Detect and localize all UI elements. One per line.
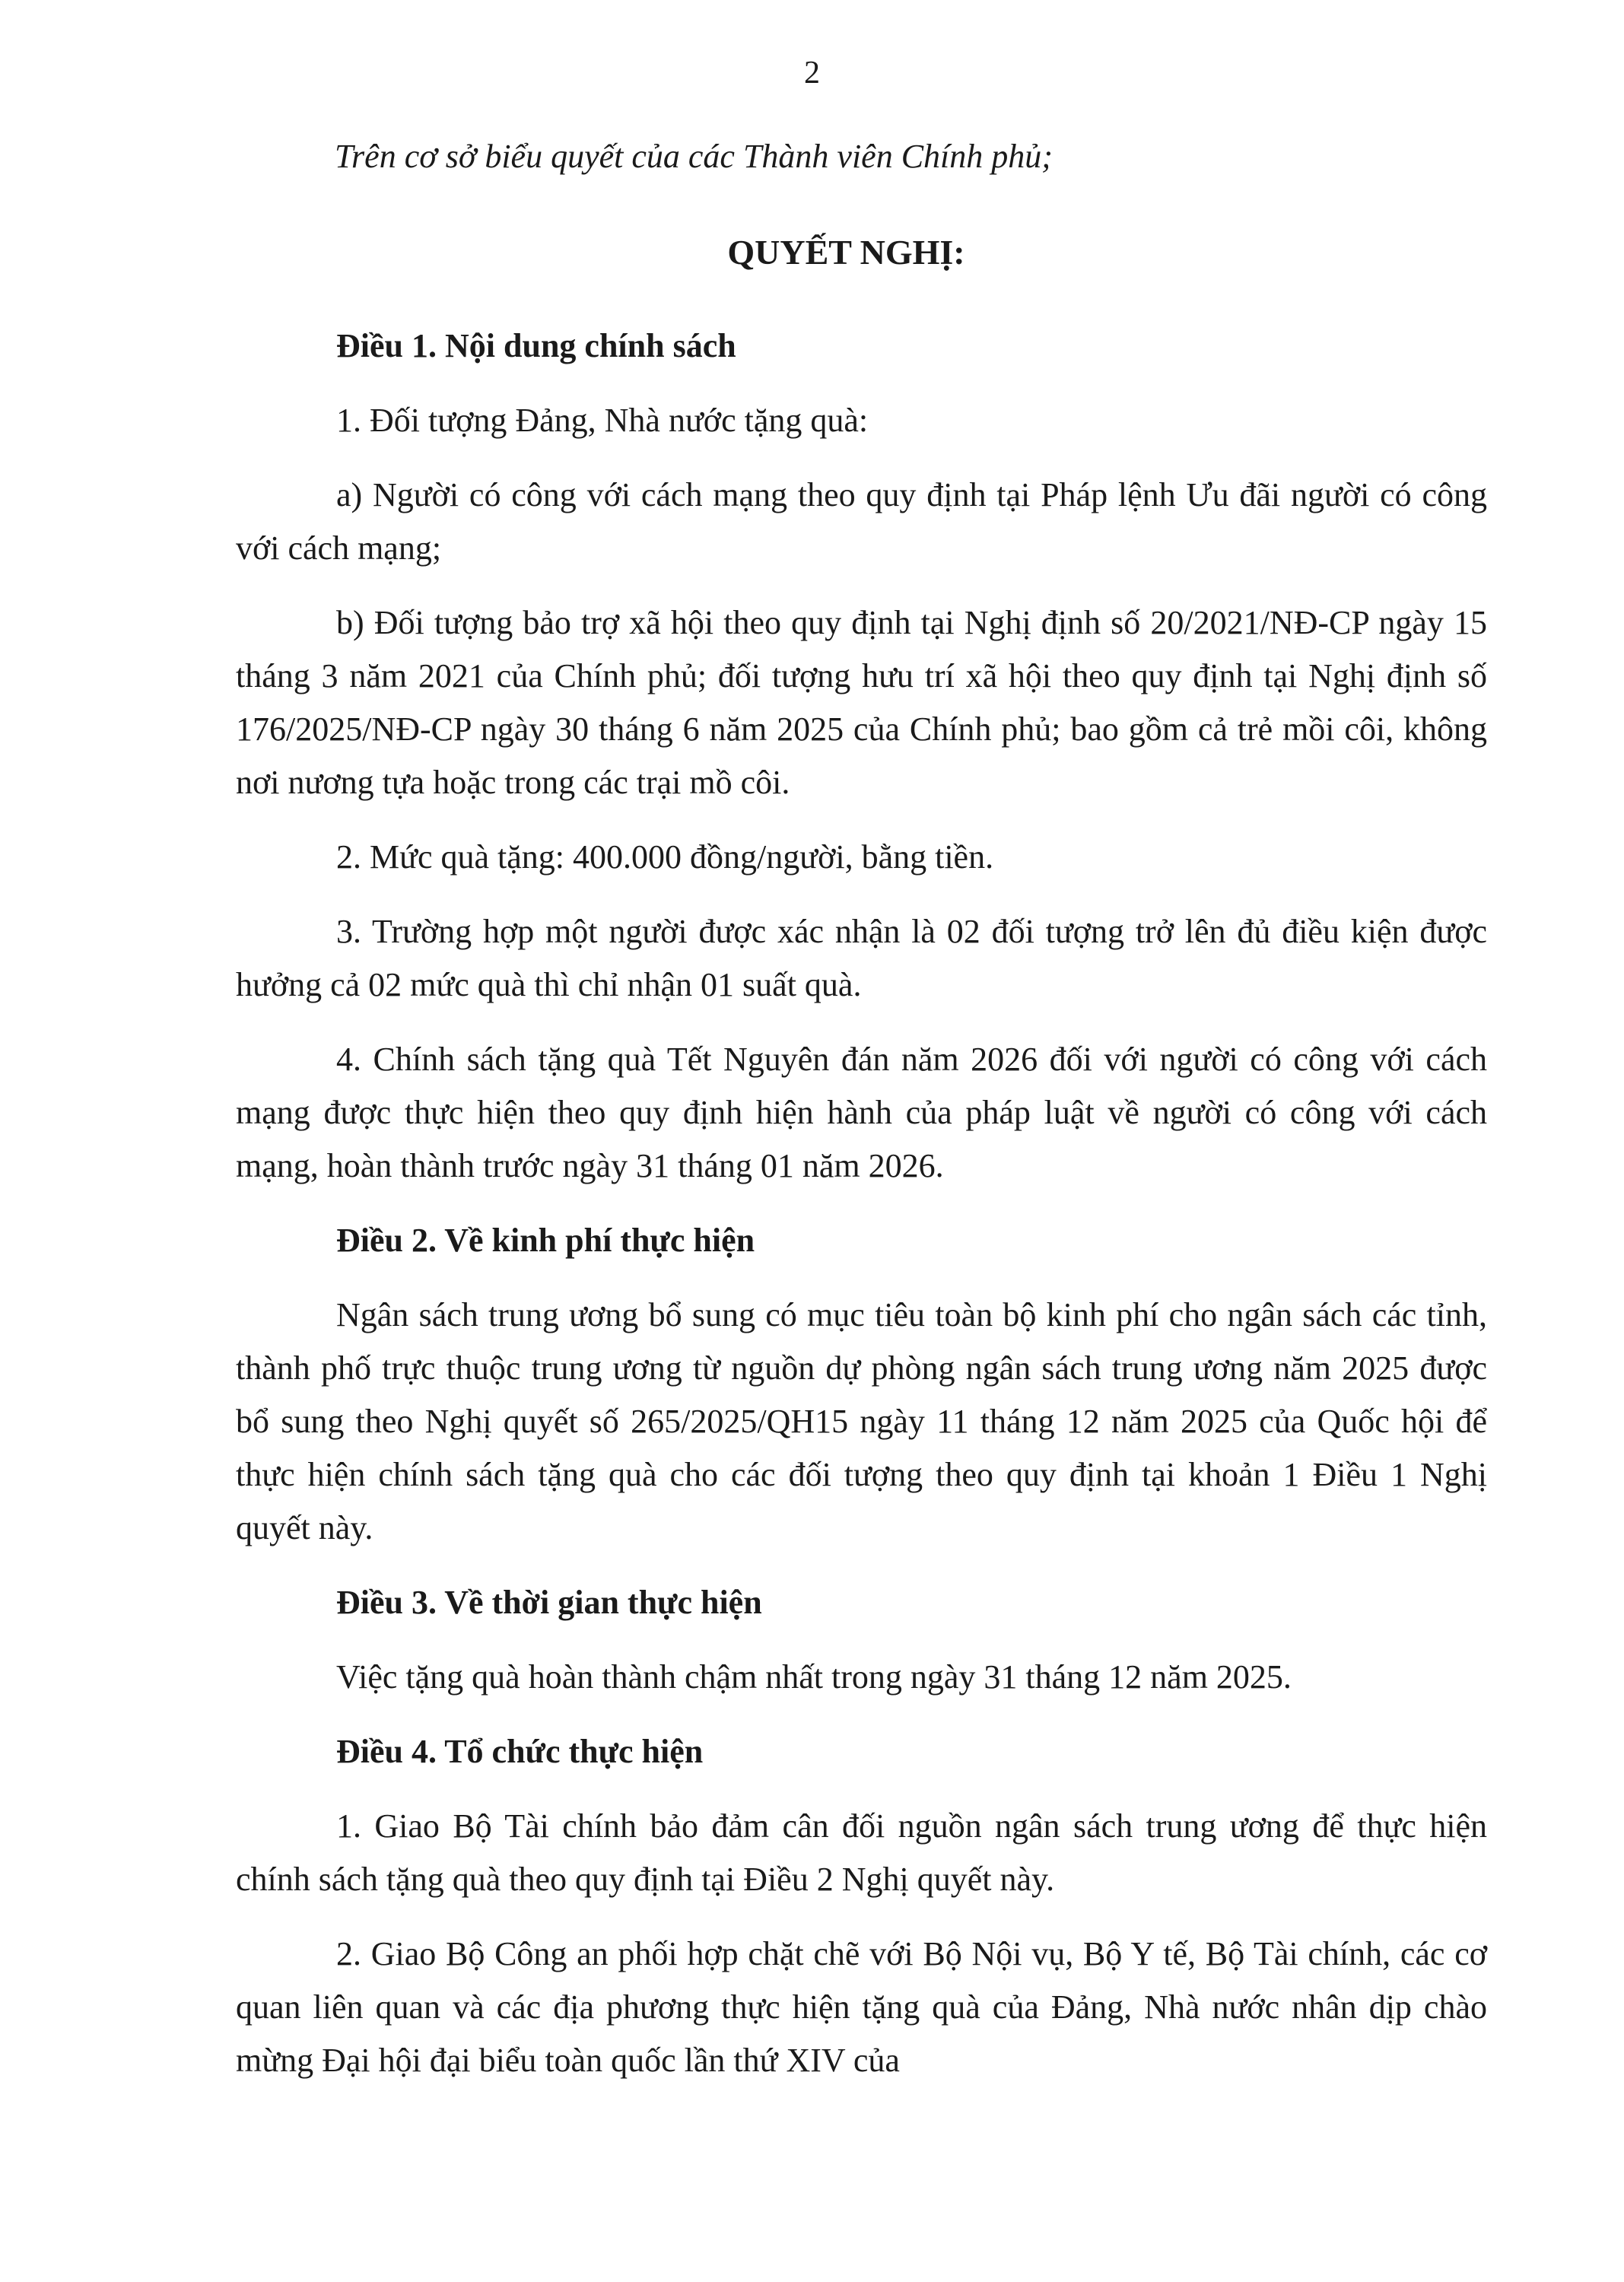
article-3-title: Điều 3. Về thời gian thực hiện [336, 1584, 762, 1621]
article-4-clause-2: 2. Giao Bộ Công an phối hợp chặt chẽ với Bộ Nội vụ, Bộ Y tế, Bộ Tài chính, các cơ quan liên quan và các địa phương thực hiện tặng quà của Đảng, Nhà nước nhân dịp chào mừng Đại hội đại biểu toàn quốc lần thứ XIV của [236, 1935, 1487, 2079]
intro-line: Trên cơ sở biểu quyết của các Thành viên Chính phủ; [335, 138, 1053, 175]
article-2-paragraph: Ngân sách trung ương bổ sung có mục tiêu toàn bộ kinh phí cho ngân sách các tỉnh, thành phố trực thuộc trung ương từ nguồn dự phòng ngân sách trung ương năm 2025 được bổ sung theo Nghị quyết số 265/2025/QH15 ngày 11 tháng 12 năm 2025 của Quốc hội để thực hiện chính sách tặng quà cho các đối tượng theo quy định tại khoản 1 Điều 1 Nghị quyết này. [236, 1296, 1487, 1546]
article-4-title: Điều 4. Tổ chức thực hiện [336, 1733, 704, 1770]
resolve-heading: QUYẾT NGHỊ: [727, 233, 965, 272]
article-4-clause-1: 1. Giao Bộ Tài chính bảo đảm cân đối nguồn ngân sách trung ương để thực hiện chính sách tặng quà theo quy định tại Điều 2 Nghị quyết này. [236, 1807, 1487, 1898]
article-1-clause-3: 3. Trường hợp một người được xác nhận là 02 đối tượng trở lên đủ điều kiện được hưởng cả 02 mức quà thì chỉ nhận 01 suất quà. [236, 913, 1487, 1003]
article-1-clause-1b: b) Đối tượng bảo trợ xã hội theo quy định tại Nghị định số 20/2021/NĐ-CP ngày 15 tháng 3 năm 2021 của Chính phủ; đối tượng hưu trí xã hội theo quy định tại Nghị định số 176/2025/NĐ-CP ngày 30 tháng 6 năm 2025 của Chính phủ; bao gồm cả trẻ mồi côi, không nơi nương tựa hoặc trong các trại mồ côi. [236, 604, 1487, 801]
article-1-clause-4: 4. Chính sách tặng quà Tết Nguyên đán năm 2026 đối với người có công với cách mạng được thực hiện theo quy định hiện hành của pháp luật về người có công với cách mạng, hoàn thành trước ngày 31 tháng 01 năm 2026. [236, 1041, 1487, 1184]
article-1-clause-1: 1. Đối tượng Đảng, Nhà nước tặng quà: [336, 402, 869, 439]
document-body [236, 319, 1487, 2109]
article-1-clause-2: 2. Mức quà tặng: 400.000 đồng/người, bằng tiền. [336, 838, 994, 876]
article-3-paragraph: Việc tặng quà hoàn thành chậm nhất trong ngày 31 tháng 12 năm 2025. [336, 1658, 1292, 1696]
article-1-title: Điều 1. Nội dung chính sách [336, 327, 736, 364]
article-2-title: Điều 2. Về kinh phí thực hiện [336, 1222, 755, 1259]
article-1-clause-1a: a) Người có công với cách mạng theo quy định tại Pháp lệnh Ưu đãi người có công với cách mạng; [236, 476, 1487, 567]
page-number: 2 [804, 56, 820, 91]
